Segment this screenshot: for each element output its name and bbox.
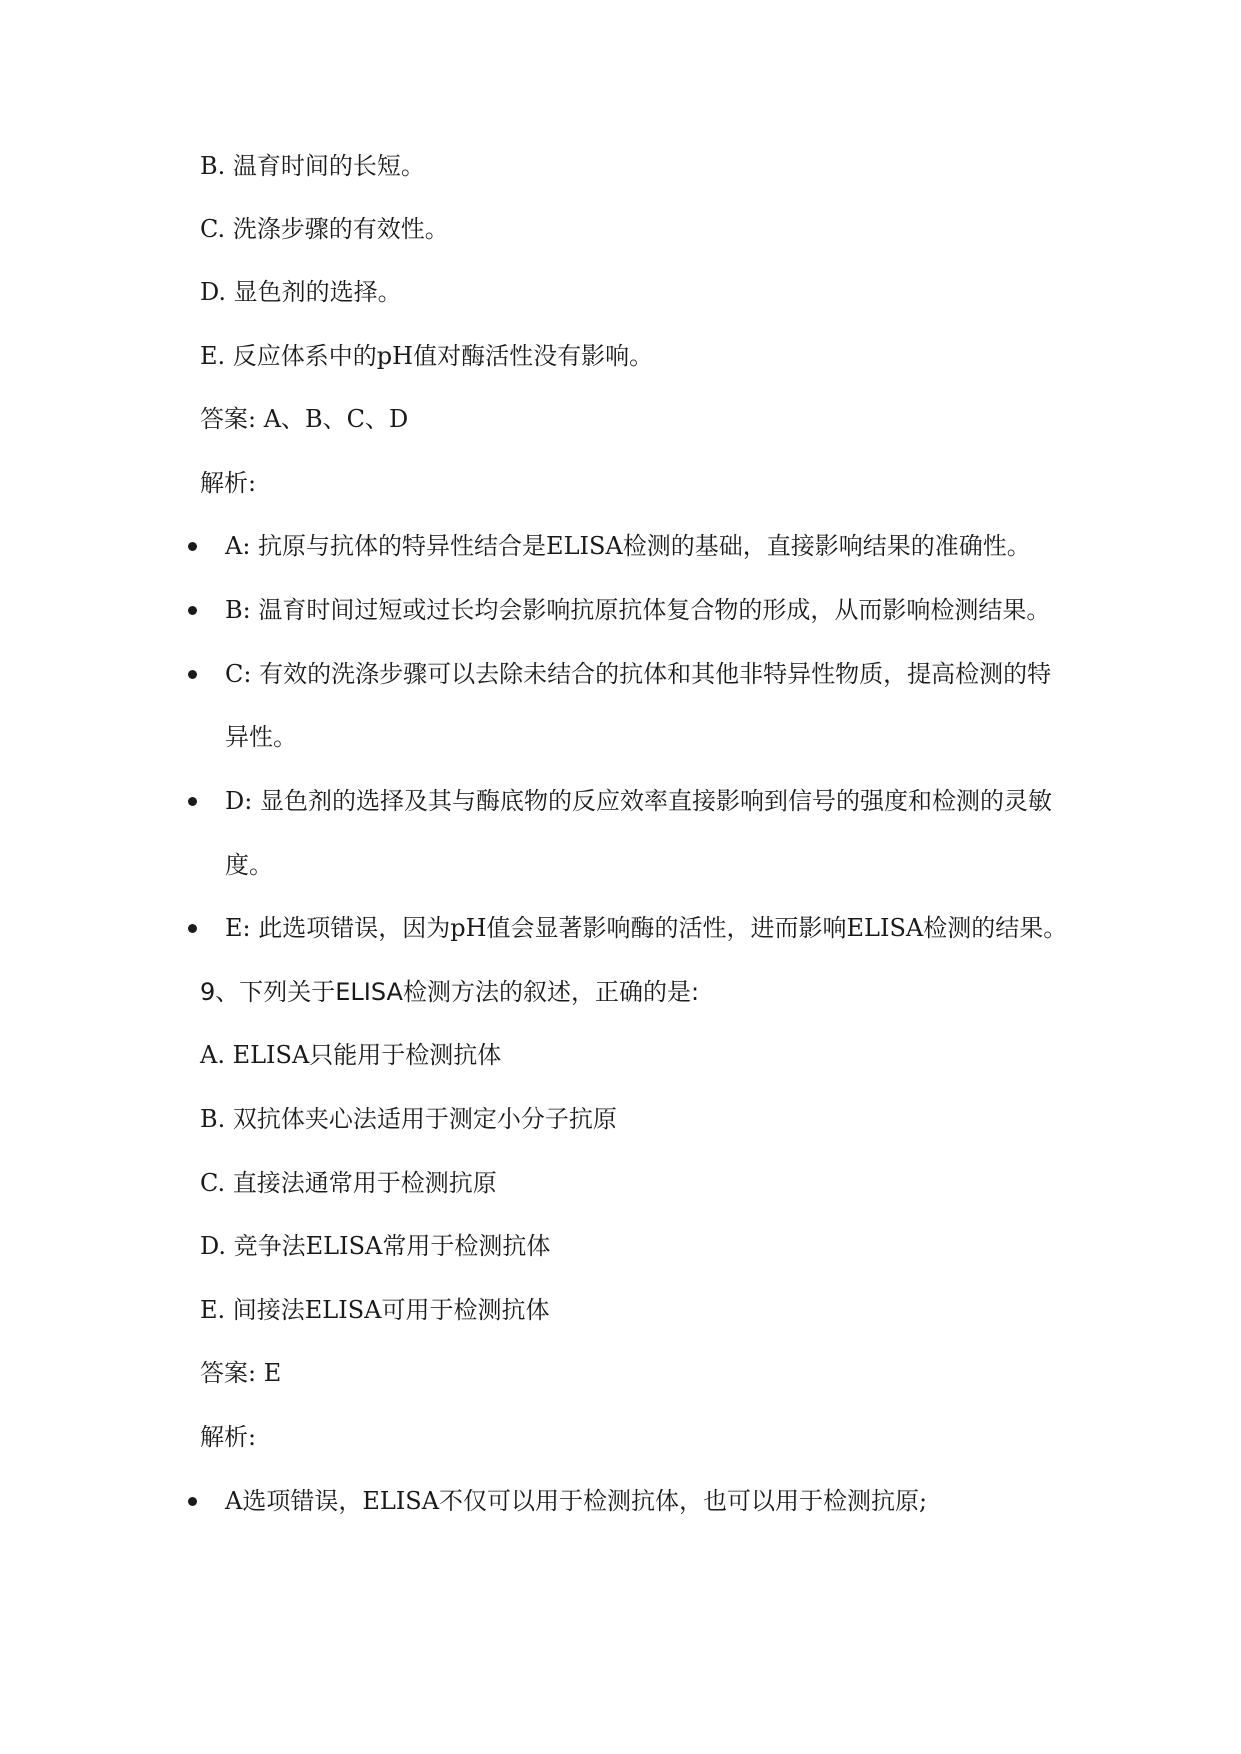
q8-answer: 答案: A、B、C、D: [200, 405, 409, 433]
q8-option-e: E. 反应体系中的pH值对酶活性没有影响。: [200, 342, 654, 370]
q8-analysis-text-b: B: 温育时间过短或过长均会影响抗原抗体复合物的形成，从而影响检测结果。: [225, 596, 1051, 624]
bullet-icon: [188, 924, 197, 933]
q8-analysis-text-e: E: 此选项错误，因为pH值会显著影响酶的活性，进而影响ELISA检测的结果。: [225, 914, 1068, 942]
q9-answer: 答案: E: [200, 1359, 282, 1387]
q9-option-b: B. 双抗体夹心法适用于测定小分子抗原: [200, 1105, 617, 1133]
q9-option-a: A. ELISA只能用于检测抗体: [200, 1041, 502, 1069]
q8-option-d: D. 显色剂的选择。: [200, 278, 402, 306]
bullet-icon: [188, 606, 197, 615]
bullet-icon: [188, 797, 197, 806]
q8-analysis-text-d-line1: D: 显色剂的选择及其与酶底物的反应效率直接影响到信号的强度和检测的灵敏: [225, 787, 1052, 815]
q8-analysis-text-a: A: 抗原与抗体的特异性结合是ELISA检测的基础，直接影响结果的准确性。: [225, 532, 1031, 560]
q8-analysis-text-c-line1: C: 有效的洗涤步骤可以去除未结合的抗体和其他非特异性物质，提高检测的特: [225, 660, 1052, 688]
q9-option-d: D. 竞争法ELISA常用于检测抗体: [200, 1232, 551, 1260]
q8-option-c: C. 洗涤步骤的有效性。: [200, 215, 449, 243]
q8-analysis-label: 解析:: [200, 469, 257, 497]
q9-title: 9、下列关于ELISA检测方法的叙述，正确的是:: [200, 978, 700, 1006]
bullet-icon: [188, 542, 197, 551]
q9-option-c: C. 直接法通常用于检测抗原: [200, 1169, 497, 1197]
q8-option-b: B. 温育时间的长短。: [200, 152, 425, 180]
q8-analysis-text-c-line2: 异性。: [225, 723, 297, 751]
q9-analysis-text-a: A选项错误，ELISA不仅可以用于检测抗体，也可以用于检测抗原;: [225, 1487, 928, 1515]
q8-analysis-text-d-line2: 度。: [225, 851, 273, 879]
q9-analysis-label: 解析:: [200, 1423, 257, 1451]
bullet-icon: [188, 670, 197, 679]
bullet-icon: [188, 1497, 197, 1506]
q9-option-e: E. 间接法ELISA可用于检测抗体: [200, 1296, 550, 1324]
